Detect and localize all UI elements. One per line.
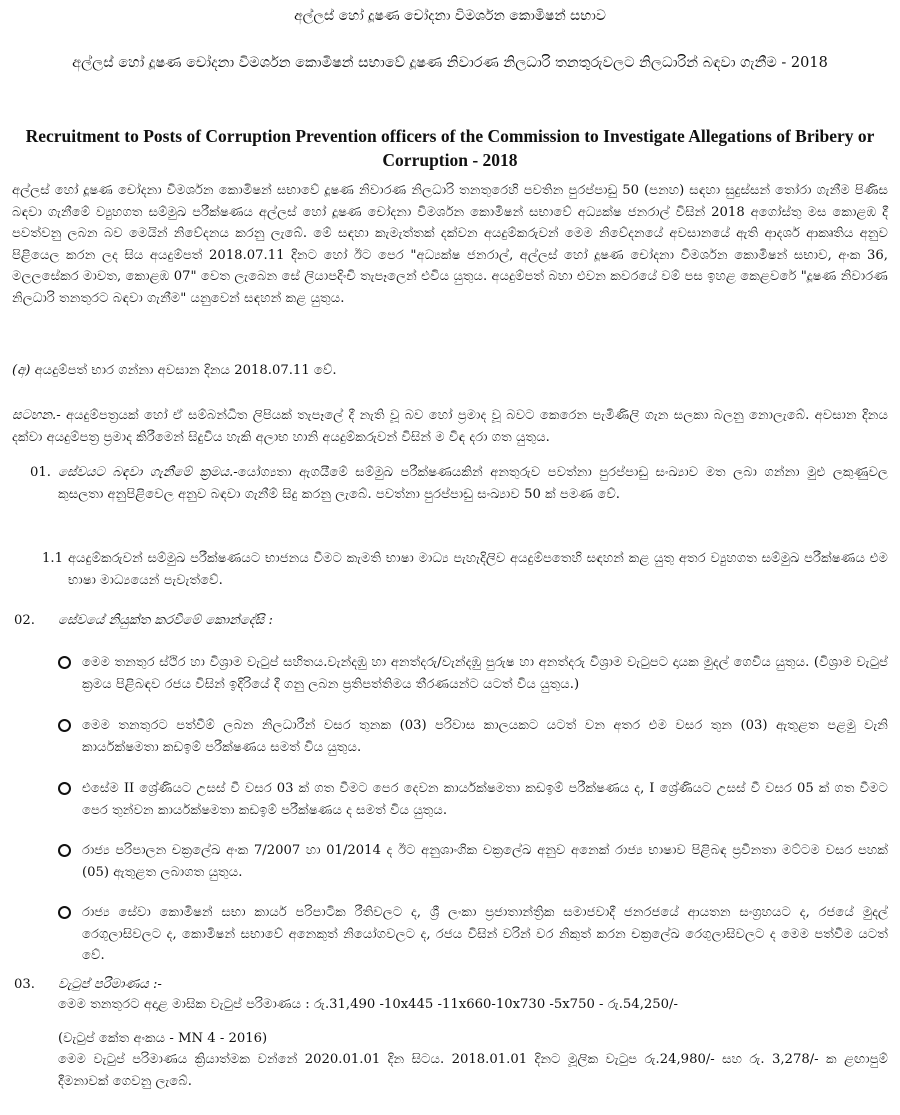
condition-item — [58, 902, 888, 967]
closing-date-label: (අ) — [12, 363, 31, 378]
intro-paragraph: අල්ලස් හෝ දූෂණ චෝදනා විමර්ශන කොමිෂන් සභාවේ දූෂණ නිවාරණ නිලධාරි තනතුරෙහි පවතින පුරප්පාඩු 50 (පනහ) සඳහා සුදුස්සන් තෝරා ගැනීම පිණිස බඳවා ගැනීමේ ව්‍යුහගත සම්මුඛ පරීක්ෂණය අල්ලස් හෝ දූෂණ චෝදනා විමර්ශන කොමිෂන් සභාවේ අධ්‍යක්ෂ ජනරාල් විසින් 2018 අගෝස්තු මස කොළඹ දී පවත්වනු ලබන බව මෙයින් නිවේදනය කරනු ලැබේ. මේ සඳහා කැමැත්තක් දක්වන අයදුම්කරුවන් මෙම නිවේදනයේ අවසානයේ ඇති ආදර්ශ ආකෘතිය අනුව පිළියෙල කරන ලද සිය අයදුම්පත් 2018.07.11 දිනට හෝ ඊට පෙර "අධ්‍යක්ෂ ජනරාල්, අල්ලස් හෝ දූෂණ චෝදනා විමර්ශන කොමිෂන් සභාව, අංක 36, මලලසේකර මාවත, කොළඹ 07" වෙත ලැබෙන සේ ලියාපදිංචි තැපෑලෙන් එවිය යුතුය. අයදුම්පත් බහා එවන කවරයේ වම් පස ඉහළ කෙළවරේ "දූෂණ නිවාරණ නිලධාරි තනතුරට බඳවා ගැනීම" යනුවෙන් සඳහන් කළ යුතුය. — [12, 183, 888, 306]
section-01-1-text: අයදුම්කරුවන් සම්මුඛ පරීක්ෂණයට භාජනය වීමට කැමති භාෂා මාධ්‍ය පැහැදිලිව අයදුම්පතෙහි සඳහන් කළ යුතු අතර ව්‍යුහගත සම්මුඛ පරීක්ෂණය එම භාෂා මාධ්‍යයෙන් පැවැත්වේ. — [68, 551, 888, 588]
section-01-1-number: 1.1 — [42, 551, 63, 566]
section-02-title: සේවයේ නියුක්ත කරවීමේ කොන්දේසි : — [58, 613, 273, 628]
section-03-title: වැටුප් පරිමාණය :- — [58, 977, 162, 992]
section-01-body — [58, 462, 888, 505]
closing-date-line — [12, 360, 888, 382]
note-paragraph — [12, 405, 888, 448]
english-notice-title: Recruitment to Posts of Corruption Prevention officers of the Commission to Investigate Allegations of Bribery or Corruption - 2018 — [25, 126, 875, 170]
condition-item — [58, 652, 888, 695]
condition-text: රාජ්‍ය පරිපාලන චක්‍රලේඛ අංක 7/2007 හා 01/2014 ද ඊට අනුශාංගික චක්‍රලේඛ අනුව අනෙක් රාජ්‍ය භාෂාව පිළිබඳ ප්‍රවීනතා මට්ටම වසර පහක් (05) ඇතුළත ලබාගත යුතුය. — [82, 843, 888, 880]
bullet-circle-icon — [58, 719, 71, 732]
condition-text: රාජ්‍ය සේවා කොමිෂන් සභා කාර්ය පරිපාටික රීතිවලට ද, ශ්‍රී ලංකා ප්‍රජාතාන්ත්‍රික සමාජවාදී ජනරජයේ ආයතන සංග්‍රහයට ද, රජයේ මුදල් රෙගුලාසිවලට ද, කොමිෂන් සභාවේ අනෙකුත් නියෝගවලට ද, රජය විසින් වරින් වර නිකුත් කරන චක්‍රලේඛ රෙගුලාසිවලට ද මෙම පත්වීම යටත් වේ. — [82, 905, 888, 963]
bullet-circle-icon — [58, 844, 71, 857]
sinhala-notice-title: අල්ලස් හෝ දූෂණ චෝදනා විමර්ශන කොමිෂන් සභාවේ දූෂණ නිවාරණ නිලධාරි තනතුරුවලට නිලධාරින් බඳවා ගැනීම - 2018 — [72, 55, 828, 71]
note-text: අයදුම්පත්‍රයක් හෝ ඒ සම්බන්ධිත ලිපියක් තැපෑලේ දී නැති වූ බව හෝ ප්‍රමාද වූ බවට කෙරෙන පැමිණිලි ගැන සලකා බලනු නොලැබේ. අවසාන දිනය දක්වා අයදුම්පත්‍ර ප්‍රමාද කිරීමෙන් සිදුවිය හැකි අලාභ හානි අයදුම්කරුවන් විසින් ම විඳ දරා ගත යුතුය. — [12, 408, 889, 445]
salary-effective-line: මෙම වැටුප් පරිමාණය ක්‍රියාත්මක වන්නේ 2020.01.01 දින සිටය. 2018.01.01 දිනට මූලික වැටුප රු.24,980/- සහ රු. 3,278/- ක ළඟාපුම් දීමනාවක් ගෙවනු ලැබේ. — [58, 1052, 888, 1089]
condition-text: මෙම තනතුර ස්ථිර හා විශ්‍රාම වැටුප් සහිතය.වැන්දඹු හා අනත්දරු/වැන්දඹු පුරුෂ හා අනත්දරු විශ්‍රාම වැටුපට දායක මුදල් ගෙවිය යුතුය. (විශ්‍රාම වැටුප් ක්‍රමය පිළිබඳව රජය විසින් ඉදිරියේ දී ගනු ලබන ප්‍රතිපත්තිමය තීරණයන්ට යටත් විය යුතුය.) — [82, 655, 888, 692]
closing-date-text: අයදුම්පත් භාර ගන්නා අවසාන දිනය 2018.07.11 වේ. — [34, 363, 337, 378]
condition-item — [58, 715, 888, 758]
section-01-text: යෝග්‍යතා ඇගයීමේ සම්මුඛ පරීක්ෂණයකින් අනතුරුව පවත්නා පුරප්පාඩු සංඛ්‍යාව මත ලබා ගන්නා මුළු ලකුණුවල කුසලතා අනුපිළිවෙල අනුව බඳවා ගැනීම් සිදු කරනු ලැබේ. පවත්නා පුරප්පාඩු සංඛ්‍යාව 50 ක් පමණ වේ. — [58, 465, 888, 502]
condition-text: එසේම II ශ්‍රේණියට උසස් වී වසර 03 ක් ගත වීමට පෙර දෙවන කාර්යක්ෂමතා කඩඉම් පරීක්ෂණය ද, I ශ්‍රේණියට උසස් වී වසර 05 ක් ගත වීමට පෙර තුන්වන කාර්යක්ෂමතා කඩඉම් පරීක්ෂණය ද සමත් විය යුතුය. — [82, 781, 888, 818]
bullet-circle-icon — [58, 906, 71, 919]
section-01-title: සේවයට බඳවා ගැනීමේ ක්‍රමය.- — [58, 465, 238, 480]
condition-item — [58, 778, 888, 821]
bullet-circle-icon — [58, 656, 71, 669]
organization-title: අල්ලස් හෝ දූෂණ චෝදනා විමර්ශන කොමිෂන් සභාව — [294, 8, 606, 24]
note-label: සටහන.- — [12, 408, 61, 423]
salary-scale-line: මෙම තනතුරට අදාළ මාසික වැටුප් පරිමාණය : රු.31,490 -10x445 -11x660-10x730 -5x750 - රු.54,250/- — [58, 997, 678, 1012]
salary-code-line: (වැටුප් කේත අංකය - MN 4 - 2016) — [58, 1031, 268, 1046]
section-01-number: 01. — [30, 465, 51, 480]
section-02-number: 02. — [14, 613, 35, 628]
bullet-circle-icon — [58, 782, 71, 795]
condition-item — [58, 840, 888, 883]
condition-text: මෙම තනතුරට පත්වීම් ලබන නිලධාරීන් වසර තුනක (03) පරිවාස කාලයකට යටත් වන අතර එම වසර තුන (03) ඇතුළත පළමු වැනි කාර්යක්ෂමතා කඩඉම් පරීක්ෂණය සමත් විය යුතුය. — [82, 718, 888, 755]
section-03-number: 03. — [14, 977, 35, 992]
